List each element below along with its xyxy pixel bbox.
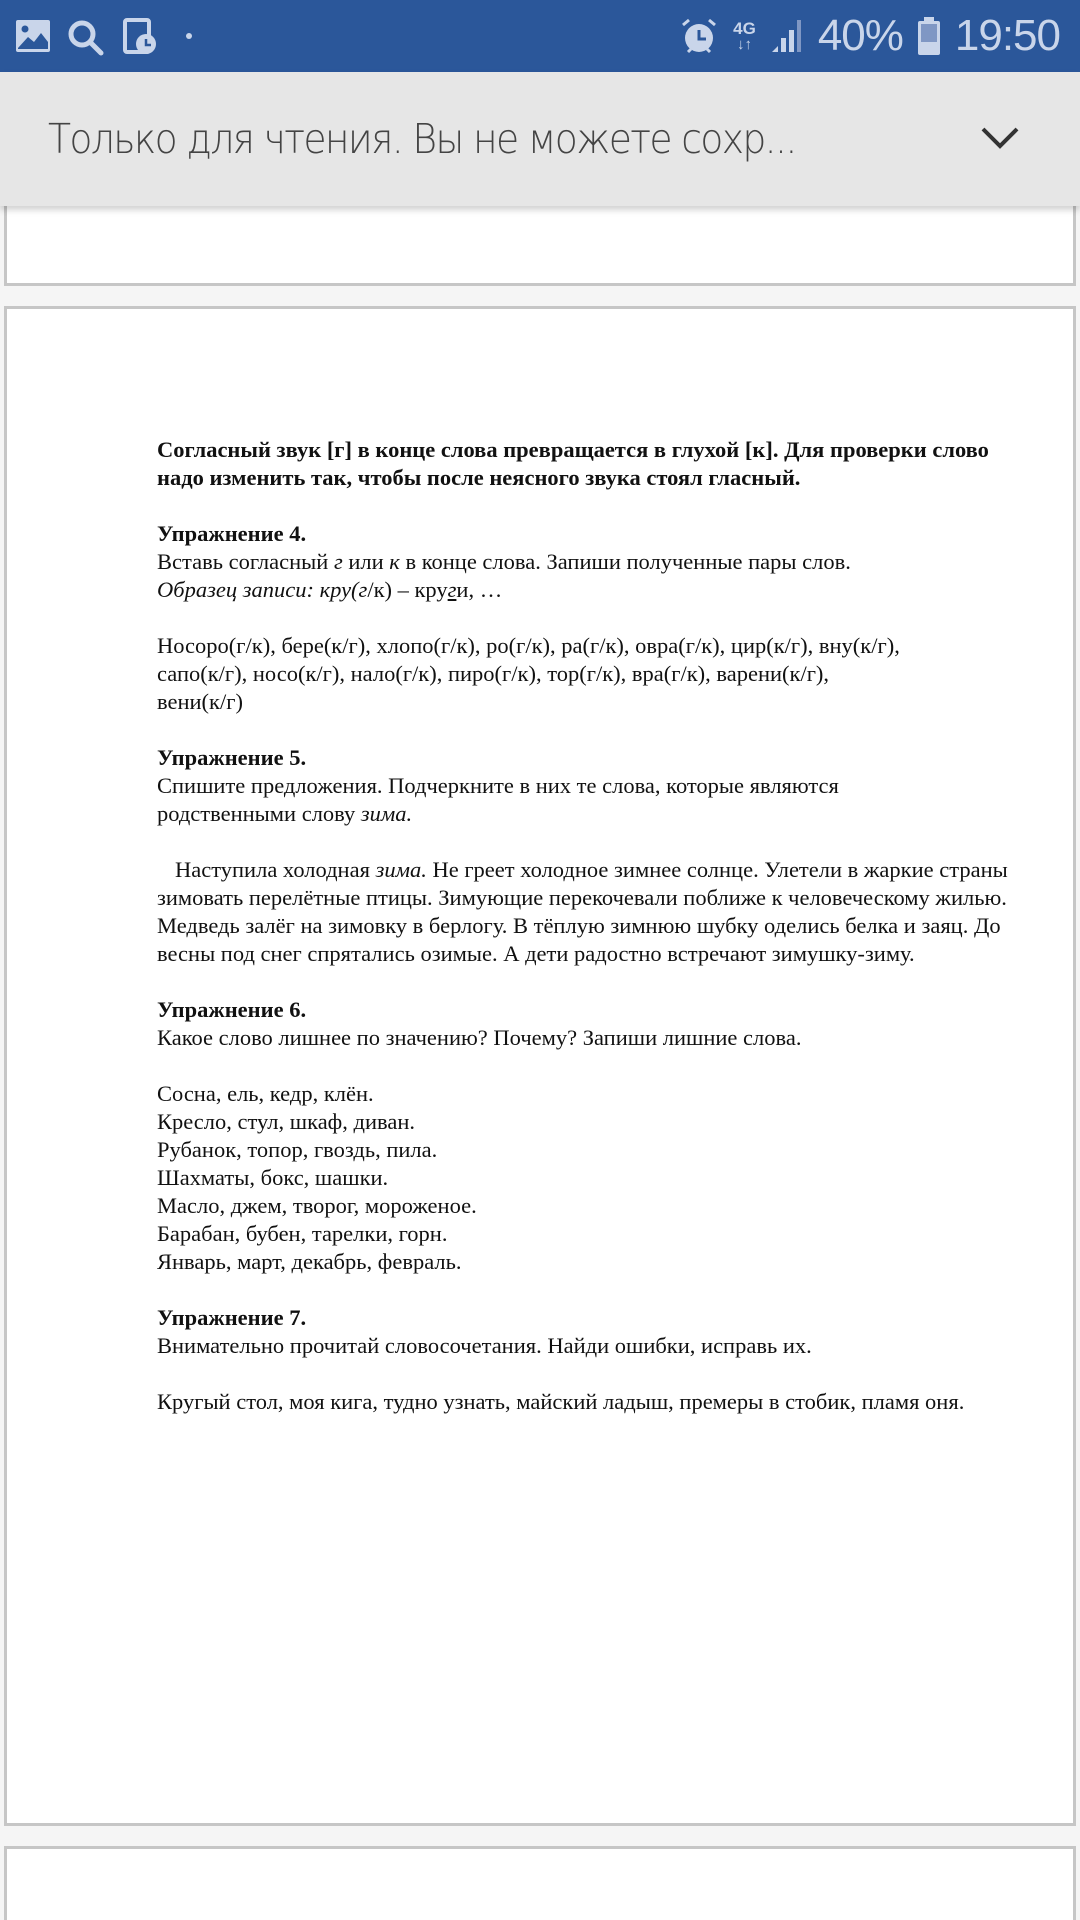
exercise-5-title: Упражнение 5. — [157, 745, 307, 770]
exercise-6-row: Шахматы, бокс, шашки. — [157, 1165, 389, 1190]
alarm-icon — [679, 16, 719, 56]
exercise-6-title: Упражнение 6. — [157, 997, 307, 1022]
exercise-7-instruction: Внимательно прочитай словосочетания. Найди ошибки, исправь их. — [157, 1333, 812, 1358]
rule-text: Согласный звук [г] в конце слова превращается в глухой [к]. Для проверки слово надо изменить так, чтобы после неясного звука стоял гласный. — [157, 437, 989, 490]
exercise-4-title: Упражнение 4. — [157, 521, 307, 546]
gallery-icon — [15, 18, 51, 54]
search-icon — [66, 18, 106, 58]
exercise-4-words-line: сапо(к/г), носо(к/г), нало(г/к), пиро(г/к), тор(г/к), вра(г/к), варени(к/г), — [157, 661, 830, 686]
exercise-6-row: Январь, март, декабрь, февраль. — [157, 1249, 462, 1274]
exercise-4-words-line: Носоро(г/к), бере(к/г), хлопо(г/к), ро(г/к), ра(г/к), овра(г/к), цир(к/г), вну(к/г), — [157, 633, 900, 658]
exercise-5-instruction: Спишите предложения. Подчеркните в них те слова, которые являются — [157, 773, 839, 798]
exercise-6-row: Барабан, бубен, тарелки, горн. — [157, 1221, 448, 1246]
battery-icon — [917, 16, 941, 56]
exercise-5-instruction-2: родственными слову зима. — [157, 801, 413, 826]
exercise-7-text: Кругый стол, моя кига, тудно узнать, майский ладыш, премеры в стобик, пламя оня. — [157, 1389, 965, 1414]
exercise-6-row: Сосна, ель, кедр, клён. — [157, 1081, 374, 1106]
exercise-4-words-line: вени(к/г) — [157, 689, 243, 714]
document-content — [157, 436, 1017, 1416]
signal-icon — [770, 18, 804, 54]
exercise-5-text: Наступила холодная зима. Не греет холодное зимнее солнце. Улетели в жаркие страны зимовать перелётные птицы. Зимующие перекочевали поближе к человеческому жилью. Медведь залёг на зимовку в берлогу. В тёплую зимнюю шубку оделись белка и заяц. До весны под снег спрятались озимые. А дети радостно встречают зимушку-зиму. — [157, 857, 1008, 966]
battery-percent: 40% — [817, 11, 903, 60]
exercise-6-row: Кресло, стул, шкаф, диван. — [157, 1109, 415, 1134]
read-only-notice-bar[interactable] — [0, 72, 1080, 206]
read-only-notice-text: Только для чтения. Вы не можете сохр... — [48, 115, 796, 163]
4g-data-icon: 4G ↓↑ — [733, 19, 756, 53]
tablet-clock-icon — [122, 18, 158, 56]
network-label: 4G — [733, 19, 756, 38]
clock-time: 19:50 — [954, 11, 1060, 60]
status-bar — [0, 0, 1080, 72]
document-page-next — [4, 1846, 1076, 1920]
exercise-4-sample: Образец записи: кру(г/к) – круги, … — [157, 577, 503, 602]
exercise-6-row: Рубанок, топор, гвоздь, пила. — [157, 1137, 438, 1162]
exercise-6-row: Масло, джем, творог, мороженое. — [157, 1193, 477, 1218]
chevron-down-icon[interactable] — [975, 119, 1025, 159]
dot-icon — [186, 33, 192, 39]
exercise-4-instruction: Вставь согласный г или к в конце слова. Запиши полученные пары слов. — [157, 549, 851, 574]
exercise-6-instruction: Какое слово лишнее по значению? Почему? Запиши лишние слова. — [157, 1025, 802, 1050]
exercise-7-title: Упражнение 7. — [157, 1305, 307, 1330]
